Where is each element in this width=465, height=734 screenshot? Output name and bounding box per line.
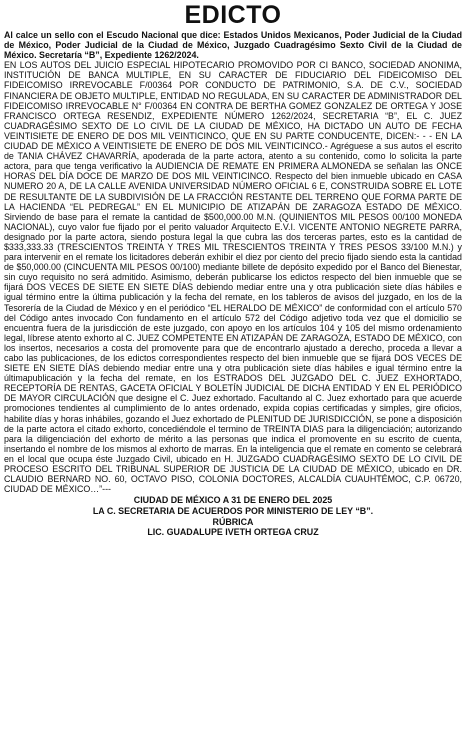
signature-name: LIC. GUADALUPE IVETH ORTEGA CRUZ	[147, 527, 319, 538]
seal-description: Al calce un sello con el Escudo Nacional que dice: Estados Unidos Mexicanos, Poder Judicial de la Ciudad de México, Poder Judicial de la Ciudad de México, Juzgado Cuadragésimo Sexto Civil de la Ciudad de México. Secretaría “B”, Expediente 1262/2024.	[4, 30, 462, 61]
signature-block	[4, 495, 462, 537]
signature-office: LA C. SECRETARIA DE ACUERDOS POR MINISTERIO DE LEY “B”.	[92, 505, 374, 516]
signature-place-date: CIUDAD DE MÉXICO A 31 DE ENERO DEL 2025	[133, 495, 333, 506]
edict-title: EDICTO	[184, 1, 282, 29]
edict-body: EN LOS AUTOS DEL JUICIO ESPECIAL HIPOTECARIO PROMOVIDO POR CI BANCO, SOCIEDAD ANONIMA, INSTITUCIÓN DE BANCA MULTIPLE, EN SU CARACTER DE FIDUCIARIO DEL FIDEICOMISO DEL FIDEICOMISO IRREVOCABLE F/00364 POR CONDUCTO DE PATRIMONIO, S.A. DE C.V., SOCIEDAD FINANCIERA DE OBJETO MULTIPLE, ENTIDAD NO REGULADA, EN SU CARACTER DE ADMINISTRADOR DEL FIDEICOMISO IRREVOCABLE N° F/00364 EN CONTRA DE BERTHA GOMEZ GONZALEZ DE ORTEGA Y JOSE FRANCISCO ORTEGA RESENDIZ, EXPEDIENTE NÚMERO 1262/2024, SECRETARIA “B”, EL C. JUEZ CUADRAGÉSIMO SEXTO DE LO CIVIL DE LA CIUDAD DE MÉXICO, HA DICTADO UN AUTO DE FECHA VEINTISIETE DE ENERO DE DOS MIL VEINTICINCO, QUE EN SU PARTE CONDUCENTE, DICEN:- - - EN LA CIUDAD DE MÉXICO A VEINTISIETE DE ENERO DE DOS MIL VEINTICINCO.- Agréguese a sus autos el escrito de TANIA CHÁVEZ CHAVARRÍA, apoderada de la parte actora, atento a su contenido, como lo solicita la parte actora, para que tenga verificativo la AUDIENCIA DE REMATE EN PRIMERA ALMONEDA se señalan las ONCE HORAS DEL DÍA DOCE DE MARZO DE DOS MIL VEINTICINCO. Respecto del bien inmueble ubicado en CASA NUMERO 20 A, DE LA CALLE AVENIDA UNIVERSIDAD NÚMERO OFICIAL 6 E, CONSTRUIDA SOBRE EL LOTE DE RESULTANTE DE LA SUBDIVISIÓN DE LA FRACCIÓN RESTANTE DEL TERRENO QUE FORMA PARTE DE LA HACIENDA “EL PEDREGAL” EN EL MUNICIPIO DE ATIZAPÁN DE ZARAGOZA ESTADO DE MÉXICO. Sirviendo de base para el remate la cantidad de $500,000.00 M.N. (QUINIENTOS MIL PESOS 00/100 MONEDA NACIONAL), cuyo valor fue fijado por el perito valuador Arquitecto E.V.I. VICENTE ANTONIO NEGRETE PARRA, designado por la parte actora, siendo postura legal la que cubra las dos terceras partes, esto es la cantidad de $333,333.33 (TRESCIENTOS TREINTA Y TRES MIL TRESCIENTOS TREINTA Y TRES PESOS 33/100 M.N.) y para intervenir en el remate los licitadores deberán exhibir el diez por ciento del precio fijado siendo esta la cantidad de $50,000.00 (CINCUENTA MIL PESOS 00/100) mediante billete de depósito expedido por el Banco del Bienestar, sin cuyo requisito no será admitido. Asimismo, deberán publicarse los edictos respecto del bien inmueble que se fijará DOS VECES DE SIETE EN SIETE DÍAS debiendo mediar entre una y otra publicación siete días hábiles e igual término entre la última publicación y la fecha del remate, en los tableros de avisos del juzgado, en los de la Tesorería de la Ciudad de México y en el periódico “EL HERALDO DE MÉXICO” de conformidad con el artículo 570 del Código antes invocado Con fundamento en el artículo 572 del Código adjetivo toda vez que el domicilio se encuentra fuera de la jurisdicción de este juzgado, con apoyo en los artículos 104 y 105 del mismo ordenamiento legal, líbrese atento exhorto al C. JUEZ COMPETENTE EN ATIZAPÁN DE ZARAGOZA, ESTADO DE MÉXICO, con los insertos, necesarios a costa del promovente para que de encontrarlo ajustado a derecho, proceda a llevar a cabo las publicaciones, de los edictos correspondientes respecto del bien inmueble que se fijará DOS VECES DE SIETE EN SIETE DÍAS debiendo mediar entre una y otra publicación siete días hábiles e igual término entre la últimapublicación y la fecha del remate, en los ESTRADOS DEL JUZGADO DEL C. JUEZ EXHORTADO, RECEPTORÍA DE RENTAS, GACETA OFICIAL Y BOLETÍN JUDICIAL DE DICHA ENTIDAD Y EN EL PERIÓDICO DE MAYOR CIRCULACIÓN que designe el C. Juez exhortado. Facultando al C. Juez exhortado para que acuerde promociones tendientes al cumplimiento de lo antes ordenado, expida copias certificadas y simples, gire oficios, habilite días y horas inhábiles, gozando el Juez exhortado de PLENITUD DE JURISDICCIÓN, se pone a disposición de la parte actora el citado exhorto, concediéndole el termino de TREINTA DIAS para la diligenciación; autorizando para la diligenciación del exhorto de mérito a las personas que indica el promovente en su escrito de cuenta, insertando el nombre de los mismos al exhorto de marras. En la inteligencia que el remate en comento se celebrará en el local que ocupa éste Juzgado Civil, ubicado en H. JUZGADO CUADRAGÉSIMO SEXTO DE LO CIVIL DE PROCESO ESCRITO DEL TRIBUNAL SUPERIOR DE JUSTICIA DE LA CIUDAD DE MÉXICO, ubicado en DR. CLAUDIO BERNARD NO. 60, OCTAVO PISO, COLONIA DOCTORES, ALCALDÍA CUAUHTÉMOC, C.P. 06720, CIUDAD DE MÉXICO…”---	[4, 60, 462, 495]
signature-rubrica: RÚBRICA	[212, 516, 254, 527]
